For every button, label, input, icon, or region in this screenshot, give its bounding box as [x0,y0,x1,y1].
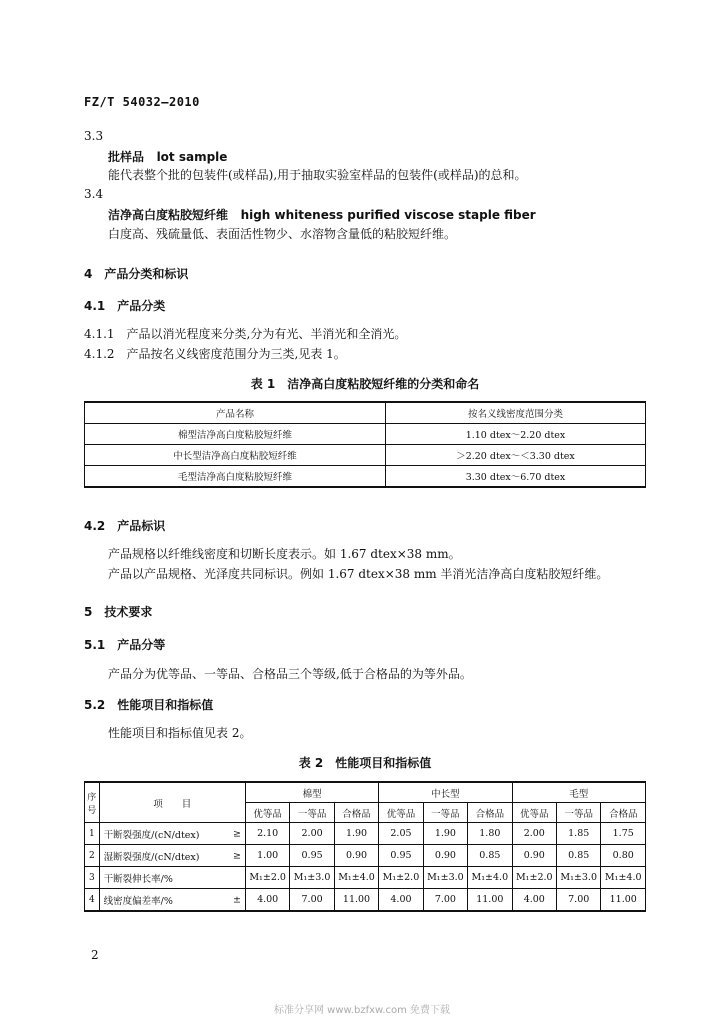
comparator: ≥ [232,850,241,861]
table2-row-no: 1 [85,823,100,845]
item-label: 干断裂强度/(cN/dtex) [103,829,200,841]
table2-value: 7.00 [423,889,467,912]
table2-value: 7.00 [556,889,600,912]
comparator: ≥ [232,828,241,839]
table2-value: 2.00 [290,823,334,845]
standard-number: FZ/T 54032—2010 [84,95,200,109]
table2-value: 1.75 [601,823,646,845]
table2-value: M₁±3.0 [290,867,334,889]
clause-4-1-1: 4.1.1 产品以消光程度来分类,分为有光、半消光和全消光。 [84,327,407,341]
table-row [85,466,646,488]
section-5-2-heading: 5.2 性能项目和指标值 [84,698,214,712]
table1-cell: 3.30 dtex～6.70 dtex [386,466,646,488]
table2-value: 0.95 [290,845,334,867]
table2-group-midlength: 中长型 [379,782,512,803]
table-row [85,823,646,845]
clause-4-1-2: 4.1.2 产品按名义线密度范围分为三类,见表 1。 [84,347,346,361]
term-3-3-en: lot sample [156,150,228,164]
term-3-3-cn: 批样品 [108,150,145,164]
table2-header-item: 项 目 [99,782,245,823]
section-4-heading: 4 产品分类和标识 [84,267,189,281]
table1-cell: 棉型洁净高白度粘胶短纤维 [85,424,386,445]
table2-caption: 表 2 性能项目和指标值 [298,756,432,770]
table2-value: 11.00 [334,889,378,912]
table2-grade: 优等品 [512,803,556,823]
table2-value: M₁±4.0 [601,867,646,889]
table2-value: 1.90 [423,823,467,845]
table2-value: M₁±4.0 [468,867,512,889]
page-number: 2 [91,948,99,962]
table2-grade: 一等品 [423,803,467,823]
table2-row-no: 3 [85,867,100,889]
site-footer: 标准分享网 www.bzfxw.com 免费下载 [274,1005,450,1016]
section-4-2-heading: 4.2 产品标识 [84,519,166,533]
table2-row-item [99,823,245,845]
paragraph-5-1: 产品分为优等品、一等品、合格品三个等级,低于合格品的为等外品。 [108,667,472,681]
section-3-3-number: 3.3 [84,129,104,143]
table2-value: 1.00 [245,845,289,867]
term-3-4 [108,206,536,223]
table2-value: 0.85 [468,845,512,867]
table1-cell: ＞2.20 dtex～＜3.30 dtex [386,445,646,466]
table2-grade: 优等品 [245,803,289,823]
section-3-4-number: 3.4 [84,187,104,201]
table-row [85,867,646,889]
table2-value: M₁±3.0 [423,867,467,889]
table2-value: M₁±2.0 [512,867,556,889]
table2-header-row [85,782,646,803]
table1-header-cell: 产品名称 [85,402,386,424]
table-row [85,889,646,912]
table2-grade: 一等品 [290,803,334,823]
table1-cell: 1.10 dtex～2.20 dtex [386,424,646,445]
table2-value: 0.85 [556,845,600,867]
table2-value: 1.80 [468,823,512,845]
definition-3-4: 白度高、残硫量低、表面活性物少、水溶物含量低的粘胶短纤维。 [108,227,457,241]
item-label: 线密度偏差率/% [103,895,173,907]
table2-grade: 优等品 [379,803,423,823]
table2-value: 0.90 [512,845,556,867]
table2-value: M₁±2.0 [245,867,289,889]
comparator: ± [232,894,241,905]
table1-header-cell: 按名义线密度范围分类 [386,402,646,424]
table1-header-row [85,402,646,424]
table2-value: 4.00 [379,889,423,912]
table2-value: 4.00 [512,889,556,912]
table2-value: M₁±3.0 [556,867,600,889]
paragraph-4-2-1: 产品规格以纤维线密度和切断长度表示。如 1.67 dtex×38 mm。 [108,547,461,561]
term-3-3 [108,148,227,165]
definition-3-3: 能代表整个批的包装件(或样品),用于抽取实验室样品的包装件(或样品)的总和。 [108,168,527,182]
table2-value: 4.00 [245,889,289,912]
table2-value: 0.95 [379,845,423,867]
table-row [85,845,646,867]
table1-cell: 毛型洁净高白度粘胶短纤维 [85,466,386,488]
table2-value: 2.00 [512,823,556,845]
table2-row-item [99,889,245,912]
section-5-1-heading: 5.1 产品分等 [84,638,166,652]
table2-value: 11.00 [468,889,512,912]
table2-row-no: 2 [85,845,100,867]
table2-value: 11.00 [601,889,646,912]
table2-row-no: 4 [85,889,100,912]
table2-group-cotton: 棉型 [245,782,378,803]
table2-header-no: 序号 [85,782,100,823]
table-row [85,445,646,466]
section-4-1-heading: 4.1 产品分类 [84,299,166,313]
table2-row-item [99,867,245,889]
table2-group-wool: 毛型 [512,782,645,803]
table2-grade: 合格品 [334,803,378,823]
table2-value: 7.00 [290,889,334,912]
table2 [84,781,646,912]
term-3-4-en: high whiteness purified viscose staple fiber [240,208,536,222]
table2-row-item [99,845,245,867]
paragraph-4-2-2: 产品以产品规格、光泽度共同标识。例如 1.67 dtex×38 mm 半消光洁净高白度粘胶短纤维。 [108,567,609,581]
table1 [84,401,646,488]
table1-caption: 表 1 洁净高白度粘胶短纤维的分类和命名 [250,377,480,391]
table2-grade: 合格品 [468,803,512,823]
item-label: 湿断裂强度/(cN/dtex) [103,851,200,863]
table-row [85,424,646,445]
table2-value: 0.80 [601,845,646,867]
table2-value: 2.05 [379,823,423,845]
section-5-heading: 5 技术要求 [84,605,153,619]
table2-grade: 一等品 [556,803,600,823]
table2-value: 0.90 [334,845,378,867]
item-label: 干断裂伸长率/% [103,873,173,885]
table2-value: 2.10 [245,823,289,845]
term-3-4-cn: 洁净高白度粘胶短纤维 [108,208,229,222]
paragraph-5-2: 性能项目和指标值见表 2。 [108,726,252,740]
table2-value: 0.90 [423,845,467,867]
table2-value: M₁±2.0 [379,867,423,889]
table1-cell: 中长型洁净高白度粘胶短纤维 [85,445,386,466]
table2-value: 1.85 [556,823,600,845]
table2-grade: 合格品 [601,803,646,823]
table2-value: M₁±4.0 [334,867,378,889]
table2-value: 1.90 [334,823,378,845]
